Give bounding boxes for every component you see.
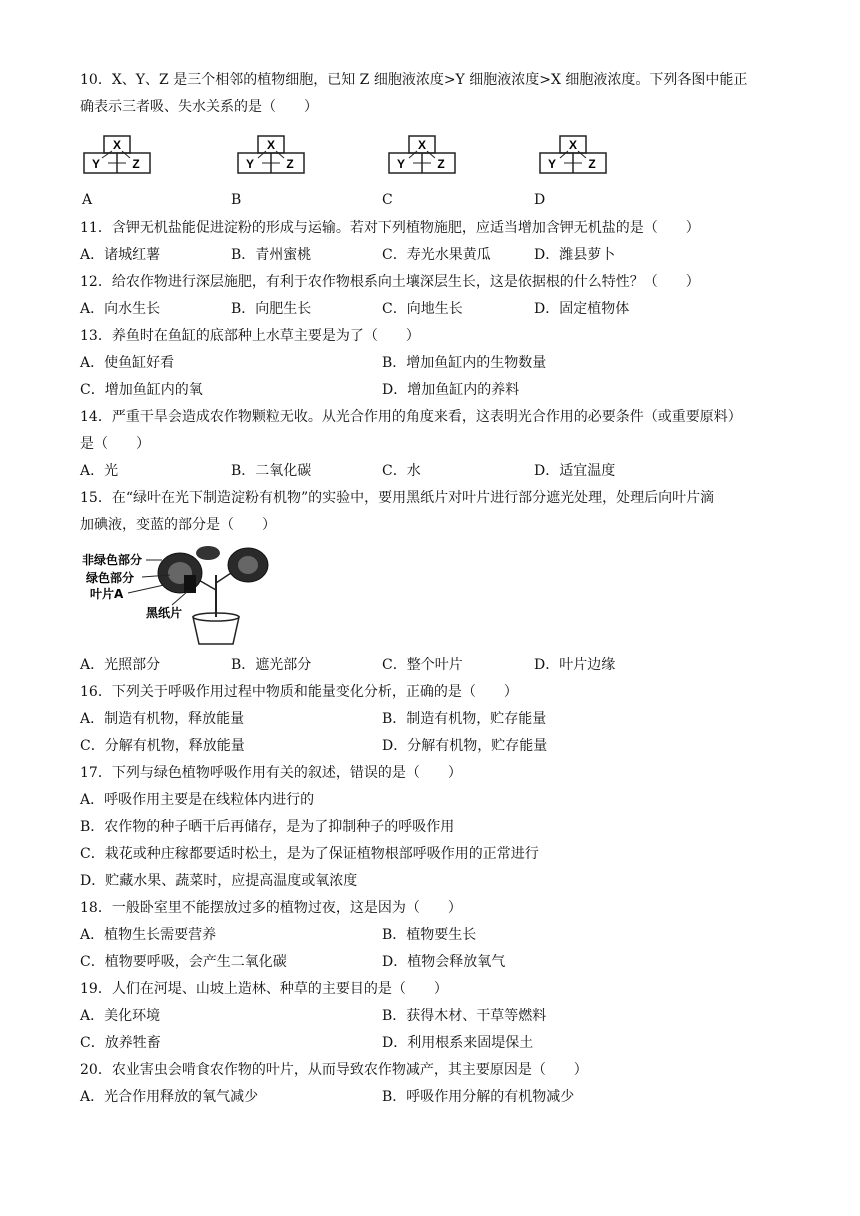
q15-option-b[interactable]: B．遮光部分 — [231, 657, 312, 673]
cell-y-label: Y — [547, 157, 557, 171]
q18-option-c[interactable]: C．植物要呼吸，会产生二氧化碳 — [80, 954, 287, 970]
q17-option-c[interactable]: C．栽花或种庄稼都要适时松土，是为了保证植物根部呼吸作用的正常进行 — [80, 846, 539, 862]
q16-stem: 16．下列关于呼吸作用过程中物质和能量变化分析，正确的是（ ） — [80, 684, 518, 700]
q20-option-b[interactable]: B．呼吸作用分解的有机物减少 — [382, 1089, 575, 1105]
q13-option-d[interactable]: D．增加鱼缸内的养料 — [382, 382, 520, 398]
cell-z-label: Z — [286, 157, 294, 171]
q14-option-b[interactable]: B．二氧化碳 — [231, 463, 312, 479]
q16-option-a[interactable]: A．制造有机物，释放能量 — [80, 711, 245, 727]
q17-stem: 17．下列与绿色植物呼吸作用有关的叙述，错误的是（ ） — [80, 765, 462, 781]
q12-option-b[interactable]: B．向肥生长 — [231, 301, 312, 317]
q20-option-a[interactable]: A．光合作用释放的氧气减少 — [80, 1089, 259, 1105]
q13-option-b[interactable]: B．增加鱼缸内的生物数量 — [382, 355, 547, 371]
q10-diagram-d — [538, 135, 608, 177]
q16-option-d[interactable]: D．分解有机物，贮存能量 — [382, 738, 548, 754]
cell-y-label: Y — [396, 157, 406, 171]
q12-option-d[interactable]: D．固定植物体 — [534, 301, 630, 317]
q17-option-b[interactable]: B．农作物的种子晒干后再储存，是为了抑制种子的呼吸作用 — [80, 819, 455, 835]
q10-stem-line2: 确表示三者吸、失水关系的是（ ） — [80, 99, 318, 115]
q10-option-a[interactable]: A — [82, 192, 93, 208]
q10-diagram-b — [236, 135, 306, 177]
cell-y-label: Y — [91, 157, 101, 171]
q17-option-a[interactable]: A．呼吸作用主要是在线粒体内进行的 — [80, 792, 315, 808]
q16-option-c[interactable]: C．分解有机物，释放能量 — [80, 738, 245, 754]
label-green-part: 绿色部分 — [86, 571, 135, 585]
q13-option-c[interactable]: C．增加鱼缸内的氧 — [80, 382, 203, 398]
cell-x-label: X — [417, 138, 427, 152]
label-non-green-part: 非绿色部分 — [82, 553, 143, 567]
q10-option-d[interactable]: D — [534, 192, 546, 208]
q15-option-c[interactable]: C．整个叶片 — [382, 657, 463, 673]
q10-option-c[interactable]: C — [382, 192, 393, 208]
q15-stem-line1: 15．在“绿叶在光下制造淀粉有机物”的实验中，要用黑纸片对叶片进行部分遮光处理，处理后向叶片滴 — [80, 490, 715, 506]
q11-option-c[interactable]: C．寿光水果黄瓜 — [382, 247, 491, 263]
q14-option-a[interactable]: A．光 — [80, 463, 119, 479]
cell-x-label: X — [266, 138, 276, 152]
q14-option-c[interactable]: C．水 — [382, 463, 421, 479]
q18-option-a[interactable]: A．植物生长需要营养 — [80, 927, 217, 943]
q15-stem-line2: 加碘液，变蓝的部分是（ ） — [80, 517, 276, 533]
cell-z-label: Z — [132, 157, 140, 171]
q18-stem: 18．一般卧室里不能摆放过多的植物过夜，这是因为（ ） — [80, 900, 462, 916]
cell-z-label: Z — [437, 157, 445, 171]
q11-option-d[interactable]: D．潍县萝卜 — [534, 247, 616, 263]
q15-option-a[interactable]: A．光照部分 — [80, 657, 161, 673]
label-black-paper: 黑纸片 — [146, 606, 183, 620]
q16-option-b[interactable]: B．制造有机物，贮存能量 — [382, 711, 547, 727]
q19-stem: 19．人们在河堤、山坡上造林、种草的主要目的是（ ） — [80, 981, 448, 997]
q18-option-d[interactable]: D．植物会释放氧气 — [382, 954, 506, 970]
q14-stem-line2: 是（ ） — [80, 436, 150, 452]
q18-option-b[interactable]: B．植物要生长 — [382, 927, 477, 943]
q20-stem: 20．农业害虫会啃食农作物的叶片，从而导致农作物减产，其主要原因是（ ） — [80, 1062, 588, 1078]
q10-diagram-c — [387, 135, 457, 177]
q15-plant-figure — [80, 545, 275, 645]
q13-stem: 13．养鱼时在鱼缸的底部种上水草主要是为了（ ） — [80, 328, 420, 344]
cell-x-label: X — [568, 138, 578, 152]
q19-option-b[interactable]: B．获得木材、干草等燃料 — [382, 1008, 547, 1024]
q19-option-d[interactable]: D．利用根系来固堤保土 — [382, 1035, 534, 1051]
cell-z-label: Z — [588, 157, 596, 171]
q17-option-d[interactable]: D．贮藏水果、蔬菜时，应提高温度或氧浓度 — [80, 873, 358, 889]
q14-stem-line1: 14．严重干旱会造成农作物颗粒无收。从光合作用的角度来看，这表明光合作用的必要条件（或重要原料） — [80, 409, 742, 425]
q15-option-d[interactable]: D．叶片边缘 — [534, 657, 616, 673]
q19-option-a[interactable]: A．美化环境 — [80, 1008, 161, 1024]
q13-option-a[interactable]: A．使鱼缸好看 — [80, 355, 175, 371]
q19-option-c[interactable]: C．放养牲畜 — [80, 1035, 161, 1051]
q11-option-b[interactable]: B．青州蜜桃 — [231, 247, 312, 263]
q12-option-a[interactable]: A．向水生长 — [80, 301, 161, 317]
q12-stem: 12．给农作物进行深层施肥，有利于农作物根系向土壤深层生长，这是依据根的什么特性？（ ） — [80, 274, 700, 290]
q11-option-a[interactable]: A．诸城红薯 — [80, 247, 161, 263]
cell-x-label: X — [112, 138, 122, 152]
q14-option-d[interactable]: D．适宜温度 — [534, 463, 616, 479]
q11-stem: 11．含钾无机盐能促进淀粉的形成与运输。若对下列植物施肥，应适当增加含钾无机盐的是（ ） — [80, 220, 700, 236]
q12-option-c[interactable]: C．向地生长 — [382, 301, 463, 317]
label-leaf-a: 叶片A — [90, 587, 124, 601]
q10-diagram-a — [82, 135, 152, 177]
q10-option-b[interactable]: B — [231, 192, 242, 208]
cell-y-label: Y — [245, 157, 255, 171]
q10-stem-line1: 10．X、Y、Z 是三个相邻的植物细胞，已知 Z 细胞液浓度>Y 细胞液浓度>X 细胞液浓度。下列各图中能正 — [80, 72, 748, 88]
